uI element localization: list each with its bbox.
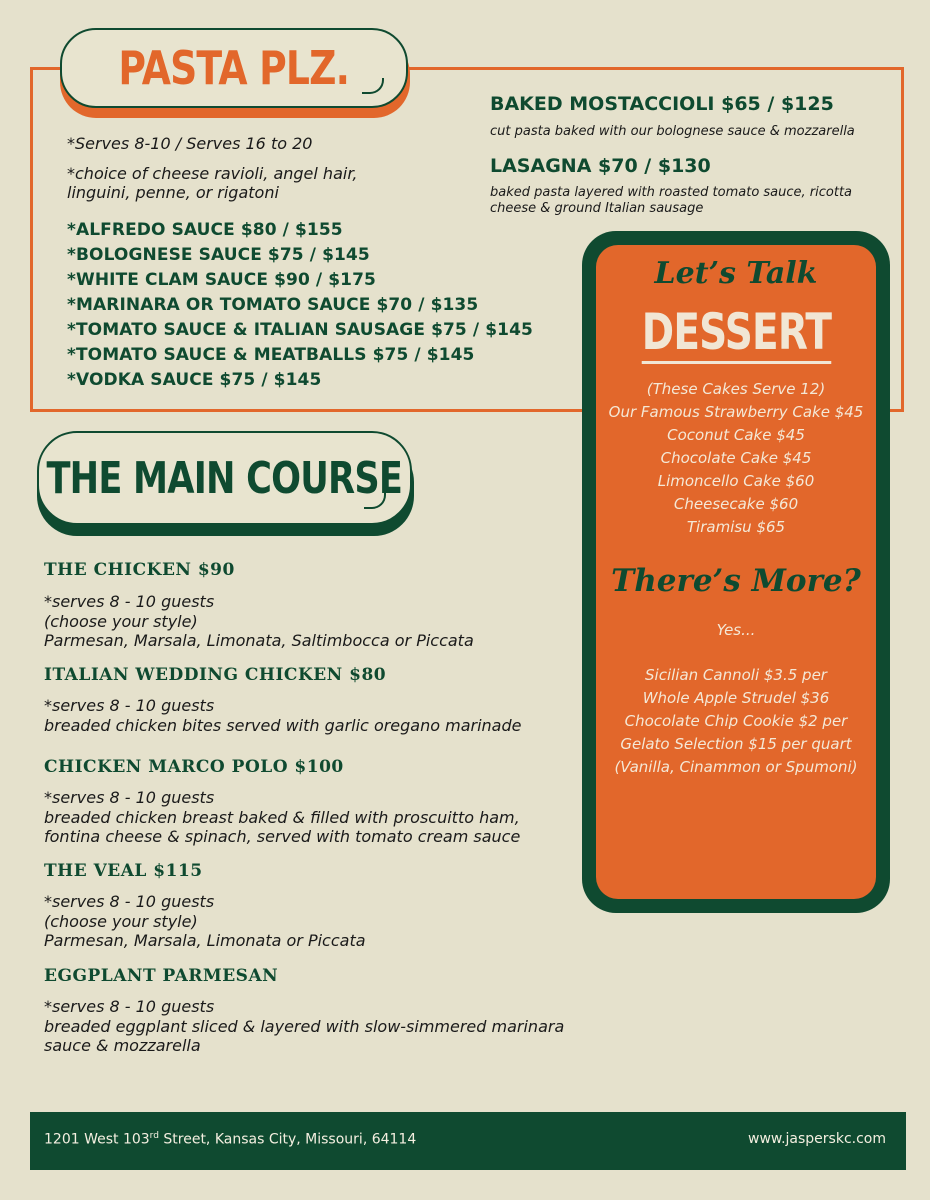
dish-line: Parmesan, Marsala, Limonata or Piccata (44, 931, 366, 950)
dish-line: *serves 8 - 10 guests (44, 892, 215, 911)
pasta-serves-note: *Serves 8-10 / Serves 16 to 20 (67, 134, 313, 153)
dish-line: *serves 8 - 10 guests (44, 997, 215, 1016)
dish-line: breaded chicken bites served with garlic oregano marinade (44, 715, 522, 735)
dish (44, 665, 521, 735)
more-subtitle: Yes... (716, 621, 756, 639)
dessert-title-wrap (596, 305, 876, 364)
dish (44, 757, 520, 847)
sauce-item: *MARINARA OR TOMATO SAUCE $70 / $135 (67, 295, 479, 315)
baked-item-name: BAKED MOSTACCIOLI $65 / $125 (490, 93, 834, 115)
dish-line: *serves 8 - 10 guests (44, 788, 215, 807)
dish-line: breaded chicken breast baked & filled with proscuitto ham, (44, 807, 520, 827)
baked-item-desc: baked pasta layered with roasted tomato sauce, ricotta (490, 185, 853, 200)
main-course-title: THE MAIN COURSE (46, 452, 403, 504)
dish (44, 861, 366, 951)
dish-name: ITALIAN WEDDING CHICKEN $80 (44, 665, 387, 685)
footer-website-link[interactable]: www.jasperskc.com (748, 1131, 886, 1147)
baked-item (490, 93, 855, 140)
sauce-item: *WHITE CLAM SAUCE $90 / $175 (67, 270, 376, 290)
pasta-choice-line: linguini, penne, or rigatoni (67, 183, 279, 202)
baked-item-name: LASAGNA $70 / $130 (490, 155, 711, 177)
pill-highlight-icon (364, 493, 386, 509)
dish-line: (choose your style) (44, 611, 198, 631)
pasta-title-pill (60, 28, 408, 108)
footer-address (44, 1131, 416, 1148)
dish-name: THE VEAL $115 (44, 861, 203, 881)
more-item: (Vanilla, Cinammon or Spumoni) (614, 758, 858, 776)
dish-line: *serves 8 - 10 guests (44, 592, 215, 611)
dish-line: (choose your style) (44, 911, 198, 931)
footer-bar (30, 1112, 906, 1170)
dessert-title: DESSERT (641, 305, 831, 364)
more-item: Sicilian Cannoli $3.5 per (645, 666, 827, 684)
sauce-item: *TOMATO SAUCE & MEATBALLS $75 / $145 (67, 345, 475, 365)
pasta-title: PASTA PLZ. (118, 41, 350, 95)
cake-item: (These Cakes Serve 12) (646, 380, 826, 398)
cake-item: Tiramisu $65 (686, 518, 786, 536)
sauce-item: *TOMATO SAUCE & ITALIAN SAUSAGE $75 / $145 (67, 320, 533, 340)
address-part: 1201 West 103 (44, 1131, 150, 1148)
dish-line: breaded eggplant sliced & layered with slow-simmered marinara (44, 1016, 565, 1036)
dish (44, 560, 474, 651)
dish-line: Parmesan, Marsala, Limonata, Saltimbocca or Piccata (44, 631, 474, 650)
dish (44, 966, 564, 1056)
sauce-item: *ALFREDO SAUCE $80 / $155 (67, 220, 343, 240)
more-item: Whole Apple Strudel $36 (642, 689, 830, 707)
more-item: Chocolate Chip Cookie $2 per (624, 712, 848, 730)
cake-list (582, 378, 890, 539)
dish-line: *serves 8 - 10 guests (44, 696, 215, 715)
baked-item (490, 155, 852, 217)
dish-name: CHICKEN MARCO POLO $100 (44, 757, 344, 777)
dish-name: THE CHICKEN $90 (44, 560, 235, 580)
cake-item: Chocolate Cake $45 (660, 449, 812, 467)
dish-line: fontina cheese & spinach, served with tomato cream sauce (44, 827, 521, 846)
cake-item: Our Famous Strawberry Cake $45 (608, 403, 864, 421)
more-list (582, 664, 890, 779)
sauce-item: *BOLOGNESE SAUCE $75 / $145 (67, 245, 370, 265)
address-ordinal: rd (149, 1131, 159, 1141)
cake-item: Limoncello Cake $60 (657, 472, 815, 490)
pasta-choice-line: *choice of cheese ravioli, angel hair, (67, 164, 358, 183)
cake-item: Coconut Cake $45 (667, 426, 805, 444)
sauce-item: *VODKA SAUCE $75 / $145 (67, 370, 322, 390)
cake-item: Cheesecake $60 (673, 495, 799, 513)
more-item: Gelato Selection $15 per quart (620, 735, 852, 753)
dish-name: EGGPLANT PARMESAN (44, 966, 279, 986)
dish-line: sauce & mozzarella (44, 1036, 201, 1055)
more-subtitle-wrap (582, 619, 890, 642)
baked-item-desc: cheese & ground Italian sausage (490, 201, 704, 216)
main-title-pill (37, 431, 412, 525)
address-part: Street, Kansas City, Missouri, 64114 (158, 1131, 417, 1148)
baked-item-desc: cut pasta baked with our bolognese sauce & mozzarella (490, 124, 855, 139)
more-title: There’s More? (611, 563, 861, 599)
pasta-choice-note (67, 164, 358, 202)
pill-highlight-icon (362, 78, 384, 94)
dessert-script-title: Let’s Talk (654, 256, 818, 291)
sauce-list (67, 218, 533, 393)
